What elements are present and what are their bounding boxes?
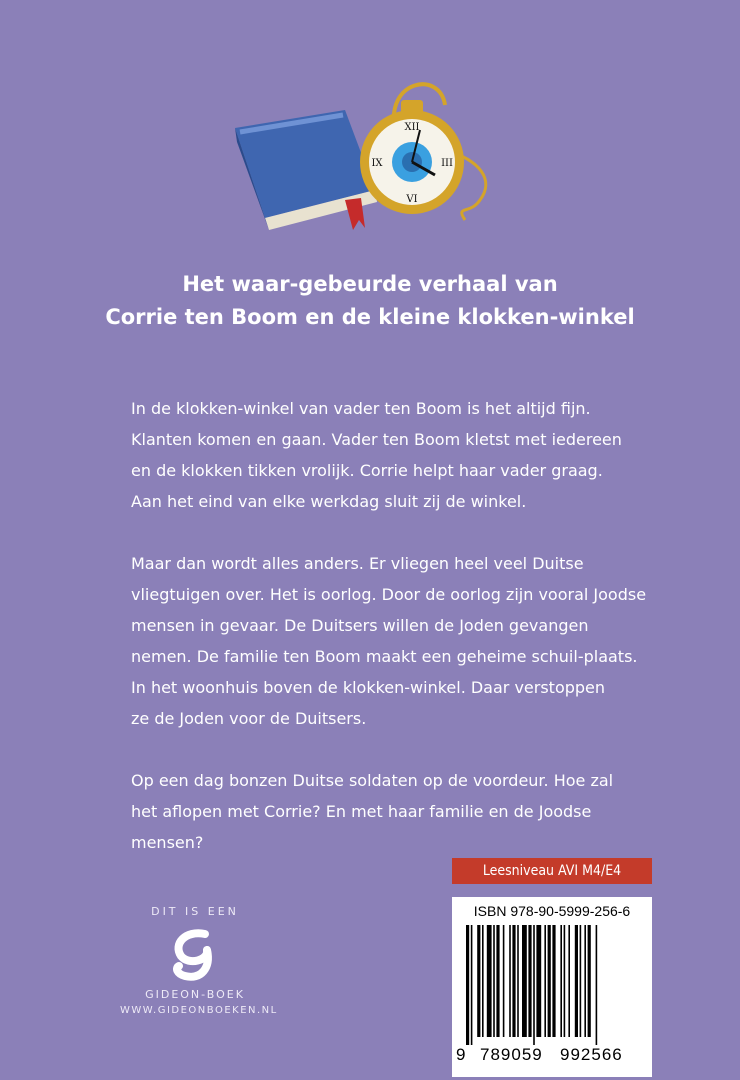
isbn-barcode xyxy=(452,897,652,1077)
svg-text:XII: XII xyxy=(404,122,420,133)
publisher-website: WWW.GIDEONBOEKEN.NL xyxy=(120,1005,278,1016)
barcode-bar xyxy=(522,925,527,1037)
barcode-bar xyxy=(588,925,591,1037)
barcode-bar xyxy=(528,925,531,1037)
barcode-bar xyxy=(466,925,469,1045)
blurb-paragraph-2 xyxy=(131,548,651,734)
barcode-bar xyxy=(560,925,562,1037)
headline-line-2: Corrie ten Boom en de kleine klokken-winkel xyxy=(105,305,635,329)
barcode-bar xyxy=(487,925,492,1037)
barcode-bar xyxy=(575,925,578,1037)
barcode-bar xyxy=(493,925,495,1037)
barcode-digits-right: 992566 xyxy=(560,1045,623,1064)
gideon-g-logo-icon xyxy=(165,924,225,984)
blurb-line: In het woonhuis boven de klokken-winkel. Daar verstoppen xyxy=(131,678,606,697)
barcode-bar xyxy=(584,925,586,1037)
barcode-bar xyxy=(580,925,582,1037)
headline-line-1: Het waar-gebeurde verhaal van xyxy=(182,272,558,296)
headline xyxy=(0,268,740,334)
blurb-line: het aflopen met Corrie? En met haar familie en de Joodse xyxy=(131,802,592,821)
book-and-pocket-watch-illustration xyxy=(225,70,515,240)
blurb-line: nemen. De familie ten Boom maakt een geheime schuil-plaats. xyxy=(131,647,638,666)
blurb-line: In de klokken-winkel van vader ten Boom is het altijd fijn. xyxy=(131,399,591,418)
blurb-paragraph-3 xyxy=(131,765,651,858)
blurb-paragraph-1 xyxy=(131,393,651,517)
barcode-bar xyxy=(477,925,480,1037)
blurb-line: en de klokken tikken vrolijk. Corrie helpt haar vader graag. xyxy=(131,461,603,480)
svg-text:IX: IX xyxy=(371,158,383,169)
blurb-line: vliegtuigen over. Het is oorlog. Door de oorlog zijn vooral Joodse xyxy=(131,585,647,604)
barcode-bar xyxy=(552,925,555,1037)
barcode-bar xyxy=(482,925,484,1037)
barcode-bar xyxy=(517,925,519,1037)
blurb-line: ze de Joden voor de Duitsers. xyxy=(131,709,367,728)
barcode-digits-left: 789059 xyxy=(480,1045,543,1064)
barcode-bar xyxy=(533,925,535,1045)
publisher-intro: DIT IS EEN xyxy=(151,905,239,918)
barcode-bar xyxy=(568,925,570,1037)
barcode-bars xyxy=(466,925,638,1045)
barcode-bar xyxy=(536,925,541,1037)
barcode-bar xyxy=(503,925,505,1037)
blurb-line: mensen in gevaar. De Duitsers willen de Joden gevangen xyxy=(131,616,589,635)
pocket-watch-icon xyxy=(360,84,486,220)
reading-level-badge: Leesniveau AVI M4/E4 xyxy=(452,858,652,884)
svg-text:VI: VI xyxy=(406,194,418,205)
blurb-line: Klanten komen en gaan. Vader ten Boom kletst met iedereen xyxy=(131,430,622,449)
blurb-line: mensen? xyxy=(131,833,204,852)
publisher-block xyxy=(120,905,278,1016)
barcode-bar xyxy=(596,925,598,1045)
barcode-bar xyxy=(496,925,499,1037)
barcode-bar xyxy=(509,925,511,1037)
blurb-line: Aan het eind van elke werkdag sluit zij de winkel. xyxy=(131,492,527,511)
barcode-bar xyxy=(544,925,546,1037)
barcode-bar xyxy=(548,925,551,1037)
book-icon xyxy=(235,110,377,230)
svg-text:III: III xyxy=(441,158,453,169)
blurb-line: Op een dag bonzen Duitse soldaten op de voordeur. Hoe zal xyxy=(131,771,614,790)
publisher-name: GIDEON-BOEK xyxy=(145,988,245,1001)
blurb xyxy=(131,393,651,889)
barcode-bar xyxy=(471,925,473,1045)
isbn-label: ISBN 978-90-5999-256-6 xyxy=(473,903,631,919)
barcode-digit-first: 9 xyxy=(456,1045,467,1064)
barcode-bar xyxy=(512,925,515,1037)
barcode-bar xyxy=(564,925,566,1037)
blurb-line: Maar dan wordt alles anders. Er vliegen heel veel Duitse xyxy=(131,554,584,573)
